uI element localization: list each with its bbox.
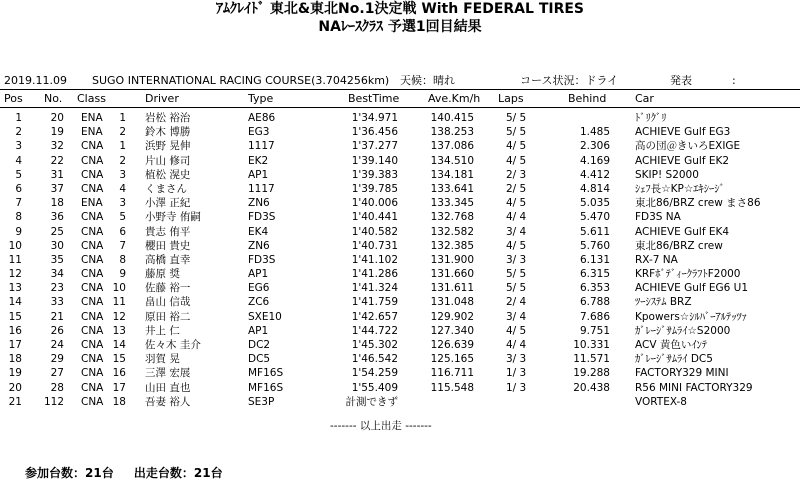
pos: 21 xyxy=(8,395,22,408)
laps: 2/ 3 xyxy=(506,168,527,181)
best-time: 1'40.006 xyxy=(351,197,398,210)
class-rank: 1 xyxy=(119,140,126,153)
avg-speed: 137.086 xyxy=(430,140,474,153)
type: AP1 xyxy=(248,324,269,337)
pos: 7 xyxy=(15,197,22,210)
table-row xyxy=(0,352,800,366)
driver: 植松 滉史 xyxy=(145,168,191,181)
laps: 3/ 4 xyxy=(506,225,527,238)
car: RX-7 NA xyxy=(635,253,678,266)
best-time: 1'40.731 xyxy=(351,239,398,252)
starters-count: 出走台数：21台 xyxy=(133,466,223,480)
divider-header xyxy=(0,107,800,108)
best-time: 1'42.657 xyxy=(351,310,398,323)
table-row xyxy=(0,225,800,239)
laps: 4/ 5 xyxy=(506,197,527,210)
table-row xyxy=(0,111,800,125)
car-number: 19 xyxy=(50,126,64,139)
avg-speed: 134.510 xyxy=(430,154,474,167)
class: ENA xyxy=(81,197,103,210)
class-rank: 3 xyxy=(119,197,126,210)
type: DC2 xyxy=(248,339,271,351)
avg-speed: 131.900 xyxy=(430,253,474,266)
avg-speed: 133.641 xyxy=(430,182,474,195)
car-number: 30 xyxy=(50,239,64,252)
type: EK4 xyxy=(248,225,269,238)
car: KRFﾎﾞﾃﾞｨｰｸﾗﾌﾄF2000 xyxy=(635,268,741,281)
event-date: 2019.11.09 xyxy=(4,74,67,87)
car-number: 20 xyxy=(50,112,64,124)
pos: 12 xyxy=(8,268,22,281)
car: ｶﾞﾚｰｼﾞｻﾑﾗｲ☆S2000 xyxy=(635,324,731,337)
table-row xyxy=(0,182,800,196)
behind: 2.306 xyxy=(579,140,610,153)
best-time: 1'44.722 xyxy=(351,324,398,337)
car: 東北86/BRZ crew xyxy=(635,239,723,252)
class-rank: 6 xyxy=(119,225,126,238)
class: CNA xyxy=(81,353,104,366)
best-time: 1'39.383 xyxy=(351,168,398,181)
laps: 4/ 4 xyxy=(506,211,527,224)
pos: 3 xyxy=(15,140,22,153)
car: SKIP! S2000 xyxy=(635,168,699,181)
best-time: 1'55.409 xyxy=(351,381,398,394)
driver: 佐々木 圭介 xyxy=(145,339,201,351)
class: CNA xyxy=(81,154,104,167)
laps: 4/ 5 xyxy=(506,239,527,252)
avg-speed: 126.639 xyxy=(430,339,474,351)
table-header xyxy=(0,92,800,106)
class-rank: 15 xyxy=(112,353,126,366)
pos: 2 xyxy=(15,126,22,139)
car-number: 33 xyxy=(50,296,64,309)
avg-speed: 133.345 xyxy=(430,197,474,210)
best-time: 1'34.971 xyxy=(351,112,398,124)
laps: 5/ 5 xyxy=(506,282,527,295)
col-laps: Laps xyxy=(498,92,524,105)
col-pos: Pos xyxy=(4,92,23,105)
driver: 片山 修司 xyxy=(145,154,191,167)
type: MF16S xyxy=(248,367,284,380)
class-rank: 2 xyxy=(119,126,126,139)
class-rank: 9 xyxy=(119,268,126,281)
driver: 三澤 宏展 xyxy=(145,367,191,380)
driver: 櫻田 貴史 xyxy=(145,239,191,252)
table-row xyxy=(0,381,800,395)
table-row xyxy=(0,154,800,168)
col-no: No. xyxy=(44,92,63,105)
car-number: 112 xyxy=(43,395,64,408)
avg-speed: 140.415 xyxy=(430,112,474,124)
car: ACHIEVE Gulf EG6 U1 xyxy=(635,282,749,295)
car: ACHIEVE Gulf EK2 xyxy=(635,154,730,167)
best-time: 1'46.542 xyxy=(351,353,398,366)
car-number: 31 xyxy=(50,168,64,181)
class: CNA xyxy=(81,310,104,323)
col-behind: Behind xyxy=(568,92,607,105)
driver: 畠山 信哉 xyxy=(145,296,191,309)
behind: 4.169 xyxy=(579,154,610,167)
page-subtitle: NAﾚｰｽｸﾗｽ 予選1回目結果 xyxy=(318,19,482,35)
type: FD3S xyxy=(248,211,276,224)
class: CNA xyxy=(81,324,104,337)
behind: 7.686 xyxy=(579,310,610,323)
best-time: 1'40.441 xyxy=(351,211,398,224)
driver: 井上 仁 xyxy=(145,324,180,337)
car: FACTORY329 MINI xyxy=(635,367,729,380)
avg-speed: 131.048 xyxy=(430,296,474,309)
class-rank: 12 xyxy=(112,310,126,323)
laps: 4/ 4 xyxy=(506,339,527,351)
pos: 6 xyxy=(15,182,22,195)
avg-speed: 138.253 xyxy=(430,126,474,139)
car-number: 35 xyxy=(50,253,64,266)
table-row xyxy=(0,310,800,324)
laps: 1/ 3 xyxy=(506,381,527,394)
pos: 11 xyxy=(8,253,22,266)
driver: 浜野 晃伸 xyxy=(145,140,191,153)
laps: 2/ 4 xyxy=(506,296,527,309)
driver: 貴志 侑平 xyxy=(145,225,191,238)
type: EG3 xyxy=(248,126,270,139)
divider-top xyxy=(0,89,800,90)
class: CNA xyxy=(81,282,104,295)
class: CNA xyxy=(81,381,104,394)
car: 高の団＠きいろEXIGE xyxy=(635,140,741,153)
driver: くまさん xyxy=(145,182,187,195)
behind: 6.131 xyxy=(579,253,610,266)
car-number: 36 xyxy=(50,211,64,224)
col-class: Class xyxy=(77,92,106,105)
avg-speed: 132.768 xyxy=(430,211,474,224)
driver: 藤原 奨 xyxy=(145,268,180,281)
best-time: 1'39.785 xyxy=(351,182,398,195)
class-rank: 14 xyxy=(112,339,126,351)
best-time: 1'40.582 xyxy=(351,225,398,238)
class: CNA xyxy=(81,253,104,266)
announcement-label: 発表 xyxy=(670,74,692,87)
car: ｶﾞﾚｰｼﾞｻﾑﾗｲ DC5 xyxy=(635,353,713,366)
driver: 小澤 正紀 xyxy=(145,197,191,210)
avg-speed: 131.660 xyxy=(430,268,474,281)
laps: 5/ 5 xyxy=(506,268,527,281)
car: 東北86/BRZ crew まさ86 xyxy=(635,197,761,210)
pos: 10 xyxy=(8,239,22,252)
course-condition: コース状況：ドライ xyxy=(520,74,619,87)
page-title: ｱﾑｸﾚｲﾄﾞ 東北&東北No.1決定戦 With FEDERAL TIRES xyxy=(215,1,585,17)
event-info-bar xyxy=(0,74,800,88)
table-row xyxy=(0,139,800,153)
behind: 4.814 xyxy=(579,182,610,195)
car: Kpowers☆ｼﾙﾊﾞｰｱﾙﾃｯﾂｧ xyxy=(635,310,747,323)
class: CNA xyxy=(81,182,104,195)
best-time: 1'39.140 xyxy=(351,154,398,167)
class: CNA xyxy=(81,168,104,181)
results-table xyxy=(0,111,800,409)
type: ZC6 xyxy=(248,296,270,309)
class: CNA xyxy=(81,296,104,309)
car-number: 25 xyxy=(50,225,64,238)
col-type: Type xyxy=(248,92,274,105)
class: CNA xyxy=(81,211,104,224)
car: ACHIEVE Gulf EG3 xyxy=(635,126,731,139)
car: R56 MINI FACTORY329 xyxy=(635,381,753,394)
car-number: 24 xyxy=(50,339,64,351)
class-rank: 5 xyxy=(119,211,126,224)
pos: 1 xyxy=(15,112,22,124)
avg-speed: 132.582 xyxy=(430,225,474,238)
class-rank: 2 xyxy=(119,154,126,167)
driver: 原田 裕二 xyxy=(145,310,191,323)
car-number: 29 xyxy=(50,353,64,366)
pos: 8 xyxy=(15,211,22,224)
car: ﾂｰｼｽﾃﾑ BRZ xyxy=(635,296,692,309)
class: ENA xyxy=(81,126,103,139)
laps: 1/ 3 xyxy=(506,367,527,380)
class-rank: 3 xyxy=(119,168,126,181)
laps: 4/ 5 xyxy=(506,140,527,153)
car-number: 22 xyxy=(50,154,64,167)
class-rank: 18 xyxy=(112,395,126,408)
class-rank: 8 xyxy=(119,253,126,266)
best-time: 1'41.324 xyxy=(351,282,398,295)
car-number: 26 xyxy=(50,324,64,337)
behind: 5.035 xyxy=(579,197,610,210)
weather: 天候：晴れ xyxy=(400,74,455,87)
best-time: 1'45.302 xyxy=(351,339,398,351)
car: VORTEX-8 xyxy=(635,395,687,408)
avg-speed: 116.711 xyxy=(430,367,474,380)
pos: 19 xyxy=(8,367,22,380)
class: CNA xyxy=(81,140,104,153)
laps: 3/ 3 xyxy=(506,253,527,266)
type: FD3S xyxy=(248,253,276,266)
pos: 9 xyxy=(15,225,22,238)
type: AE86 xyxy=(248,112,276,124)
behind: 6.315 xyxy=(579,268,610,281)
best-time: 1'41.102 xyxy=(351,253,398,266)
entries-count: 参加台数：21台 xyxy=(25,466,114,480)
class: CNA xyxy=(81,395,104,408)
car-number: 34 xyxy=(50,268,64,281)
table-row xyxy=(0,168,800,182)
driver: 鈴木 博勝 xyxy=(145,126,191,139)
behind: 6.353 xyxy=(579,282,610,295)
avg-speed: 115.548 xyxy=(430,381,474,394)
class-rank: 16 xyxy=(112,367,126,380)
laps: 4/ 5 xyxy=(506,154,527,167)
car: ｼｪﾌ長☆KP☆ｴｷｼｰｼﾞ xyxy=(635,182,725,195)
pos: 20 xyxy=(8,381,22,394)
car-number: 21 xyxy=(50,310,64,323)
driver: 吾妻 裕人 xyxy=(145,395,191,408)
driver: 佐藤 裕一 xyxy=(145,282,191,295)
pos: 16 xyxy=(8,324,22,337)
type: MF16S xyxy=(248,381,284,394)
car: ACV 黄色いｲﾝﾃ xyxy=(635,339,708,351)
course-name: SUGO INTERNATIONAL RACING COURSE(3.704256km) xyxy=(92,74,390,87)
laps: 3/ 4 xyxy=(506,310,527,323)
table-row xyxy=(0,253,800,267)
driver: 羽賀 晃 xyxy=(145,353,180,366)
class: ENA xyxy=(81,112,103,124)
car-number: 23 xyxy=(50,282,64,295)
class: CNA xyxy=(81,225,104,238)
behind: 20.438 xyxy=(573,381,610,394)
end-of-starters-line: ------- 以上出走 ------- xyxy=(330,420,432,432)
table-row xyxy=(0,281,800,295)
behind: 5.760 xyxy=(579,239,610,252)
table-row xyxy=(0,295,800,309)
type: DC5 xyxy=(248,353,271,366)
type: ZN6 xyxy=(248,197,270,210)
summary xyxy=(25,464,239,481)
behind: 1.485 xyxy=(579,126,610,139)
behind: 5.470 xyxy=(579,211,610,224)
laps: 5/ 5 xyxy=(506,126,527,139)
type: EK2 xyxy=(248,154,269,167)
car-number: 37 xyxy=(50,182,64,195)
best-time: 1'54.259 xyxy=(351,367,398,380)
pos: 5 xyxy=(15,168,22,181)
col-besttime: BestTime xyxy=(348,92,400,105)
avg-speed: 132.385 xyxy=(430,239,474,252)
type: AP1 xyxy=(248,168,269,181)
car-number: 32 xyxy=(50,140,64,153)
table-row xyxy=(0,395,800,409)
type: SE3P xyxy=(248,395,275,408)
class-rank: 4 xyxy=(119,182,126,195)
table-row xyxy=(0,267,800,281)
class: CNA xyxy=(81,367,104,380)
type: 1117 xyxy=(248,182,275,195)
behind: 6.788 xyxy=(579,296,610,309)
behind: 11.571 xyxy=(573,353,610,366)
driver: 小野寺 侑嗣 xyxy=(145,211,201,224)
type: EG6 xyxy=(248,282,270,295)
best-time: 計測できず xyxy=(345,395,398,408)
class-rank: 1 xyxy=(119,112,126,124)
table-row xyxy=(0,239,800,253)
driver: 岩松 裕治 xyxy=(145,112,191,124)
avg-speed: 134.181 xyxy=(430,168,474,181)
car-number: 27 xyxy=(50,367,64,380)
pos: 4 xyxy=(15,154,22,167)
avg-speed: 131.611 xyxy=(430,282,474,295)
behind: 9.751 xyxy=(579,324,610,337)
pos: 13 xyxy=(8,282,22,295)
best-time: 1'37.277 xyxy=(351,140,398,153)
car: FD3S NA xyxy=(635,211,681,224)
class-rank: 17 xyxy=(112,381,126,394)
avg-speed: 127.340 xyxy=(430,324,474,337)
type: ZN6 xyxy=(248,239,270,252)
pos: 15 xyxy=(8,310,22,323)
table-row xyxy=(0,366,800,380)
behind: 4.412 xyxy=(579,168,610,181)
avg-speed: 129.902 xyxy=(430,310,474,323)
pos: 18 xyxy=(8,353,22,366)
table-row xyxy=(0,125,800,139)
driver: 高橋 直幸 xyxy=(145,253,191,266)
class: CNA xyxy=(81,268,104,281)
class-rank: 7 xyxy=(119,239,126,252)
type: SXE10 xyxy=(248,310,282,323)
table-row xyxy=(0,324,800,338)
laps: 3/ 3 xyxy=(506,353,527,366)
car: ACHIEVE Gulf EK4 xyxy=(635,225,730,238)
laps: 4/ 5 xyxy=(506,324,527,337)
type: 1117 xyxy=(248,140,275,153)
avg-speed: 125.165 xyxy=(430,353,474,366)
col-car: Car xyxy=(635,92,654,105)
best-time: 1'41.759 xyxy=(351,296,398,309)
pos: 14 xyxy=(8,296,22,309)
behind: 10.331 xyxy=(573,339,610,351)
car: ﾄﾞﾘｸﾞﾘ xyxy=(635,112,667,124)
driver: 山田 直也 xyxy=(145,381,191,394)
laps: 2/ 5 xyxy=(506,182,527,195)
behind: 19.288 xyxy=(573,367,610,380)
class: CNA xyxy=(81,239,104,252)
type: AP1 xyxy=(248,268,269,281)
table-row xyxy=(0,210,800,224)
best-time: 1'41.286 xyxy=(351,268,398,281)
laps: 5/ 5 xyxy=(506,112,527,124)
table-row xyxy=(0,196,800,210)
col-avg-speed: Ave.Km/h xyxy=(428,92,481,105)
car-number: 18 xyxy=(50,197,64,210)
announcement-separator: : xyxy=(732,74,736,87)
table-row xyxy=(0,338,800,352)
pos: 17 xyxy=(8,339,22,351)
car-number: 28 xyxy=(50,381,64,394)
col-driver: Driver xyxy=(145,92,179,105)
class-rank: 13 xyxy=(112,324,126,337)
class: CNA xyxy=(81,339,104,351)
behind: 5.611 xyxy=(579,225,610,238)
best-time: 1'36.456 xyxy=(351,126,398,139)
class-rank: 10 xyxy=(112,282,126,295)
class-rank: 11 xyxy=(112,296,126,309)
